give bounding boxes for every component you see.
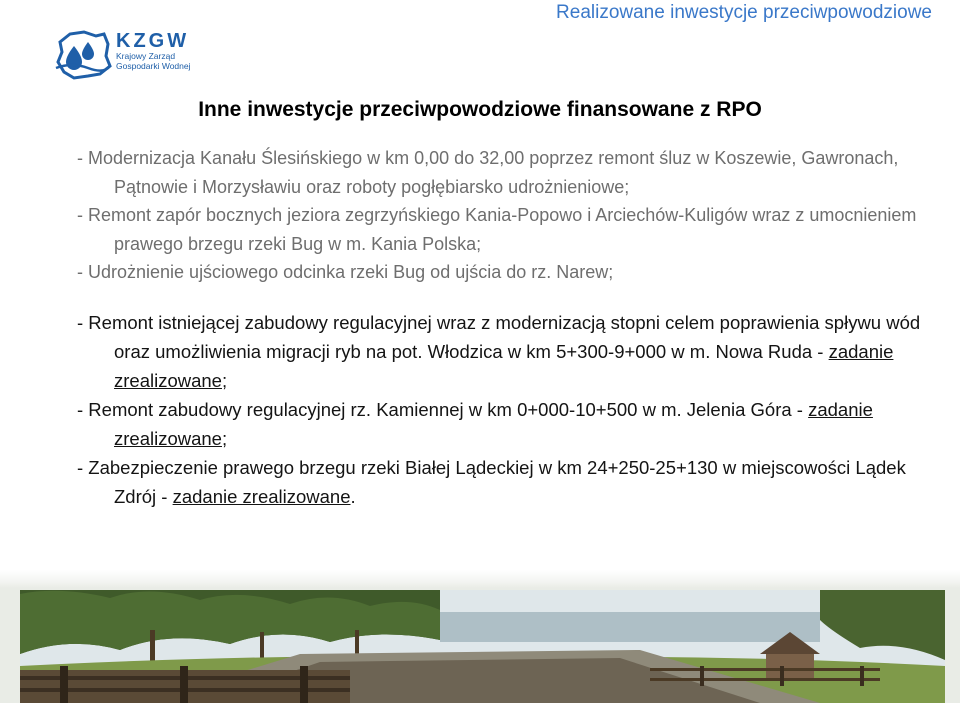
item-text: - Remont zabudowy regulacyjnej rz. Kamiennej w km 0+000-10+500 w m. Jelenia Góra - [77,398,809,420]
status-label: zadanie zrealizowane [114,340,894,391]
header-title: Realizowane inwestycje przeciwpowodziowe [556,2,932,23]
slide-title: Inne inwestycje przeciwpowodziowe finansowane z RPO [198,98,762,121]
item-end: ; [221,369,228,391]
item-end: ; [221,427,228,449]
logo-acronym: KZGW [116,30,190,52]
logo-line-2: Gospodarki Wodnej [116,60,191,71]
item-end: . [350,485,356,507]
river-landscape-photo [0,570,960,703]
item-text: - Remont istniejącej zabudowy regulacyjnej wraz z modernizacją stopni celem poprawienia spływu wód oraz umożliwienia migracji ryb na pot. Włodzica w km 5+300-9+000 w m. Nowa Ruda - [77,311,921,362]
item-text: - Zabezpieczenie prawego brzegu rzeki Białej Lądeckiej w km 24+250-25+130 w miejscowości Lądek Zdrój - [77,456,906,507]
list-item [77,453,937,511]
list-item [77,395,937,453]
status-label: zadanie zrealizowane [114,398,873,449]
kzgw-logo [52,28,212,80]
list-item: - Remont zapór bocznych jeziora zegrzyńskiego Kania-Popowo i Arciechów-Kuligów wraz z umocnieniem prawego brzegu rzeki Bug w m. Kania Polska; [77,205,917,254]
investment-list-dark [77,308,937,511]
list-item: - Modernizacja Kanału Ślesińskiego w km 0,00 do 32,00 poprzez remont śluz w Koszewie, Gawronach, Pątnowie i Morzysławiu oraz roboty pogłębiarsko udrożnieniowe; [77,148,899,197]
logo-line-1: Krajowy Zarząd [116,51,176,61]
river-landscape-image [0,570,960,703]
slide-body [77,144,937,511]
investment-list-gray [77,144,937,287]
list-item [77,308,937,395]
status-label: zadanie zrealizowane [172,485,351,507]
list-item: - Udrożnienie ujściowego odcinka rzeki Bug od ujścia do rz. Narew; [77,262,614,282]
poland-map-drop-icon [52,28,112,80]
